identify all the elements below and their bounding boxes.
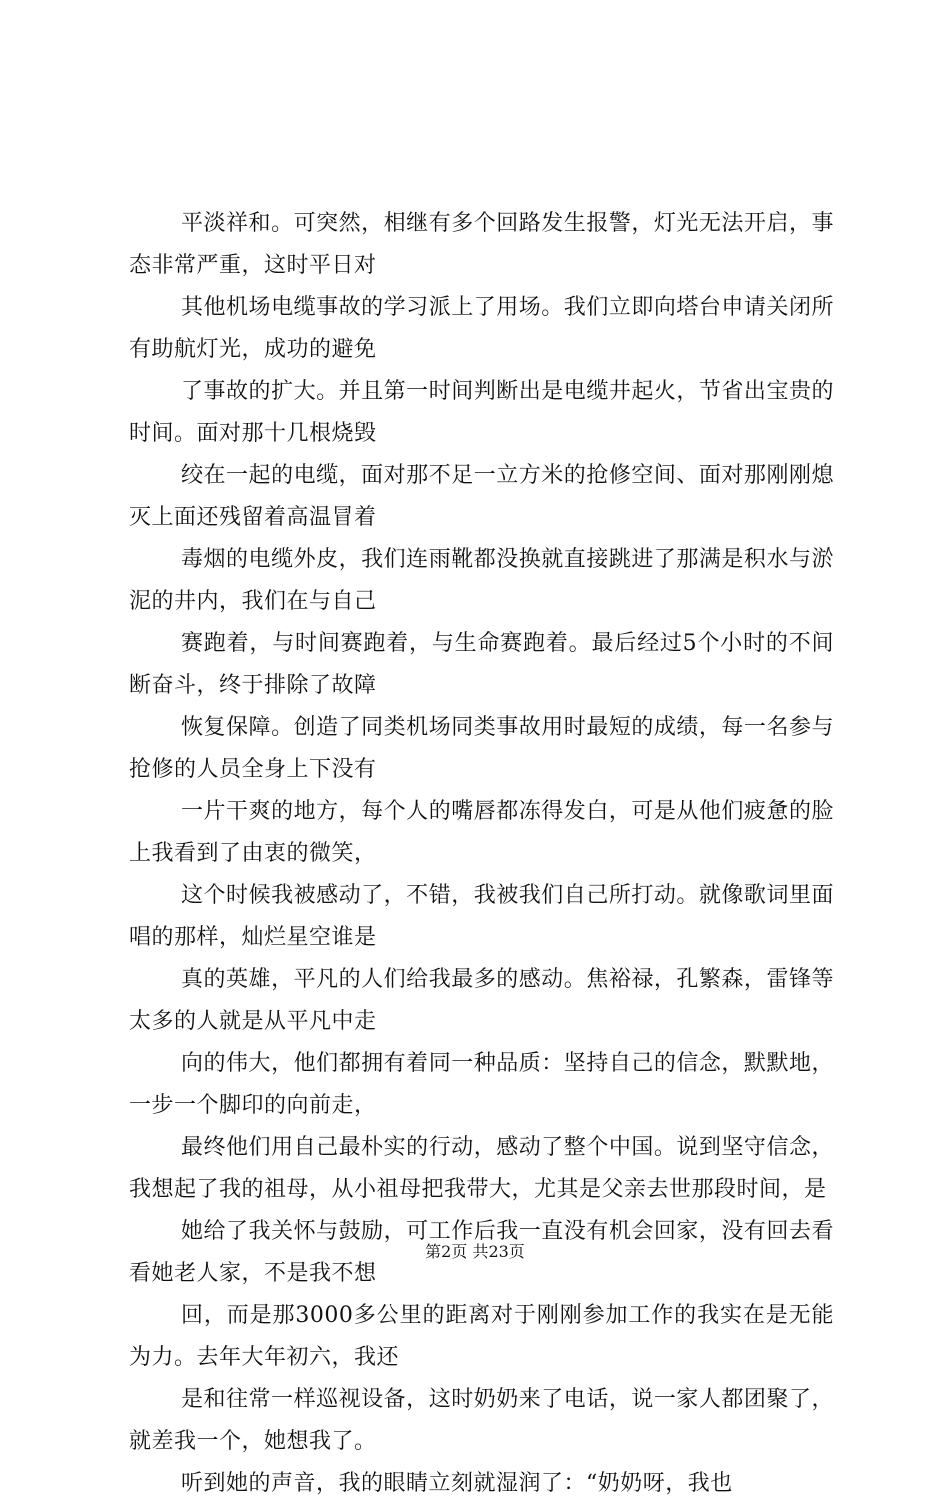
paragraph: 是和往常一样巡视设备，这时奶奶来了电话，说一家人都团聚了，就差我一个，她想我了。 (129, 1387, 834, 1454)
paragraph: 了事故的扩大。并且第一时间判断出是电缆井起火，节省出宝贵的时间。面对那十几根烧毁 (129, 379, 834, 446)
paragraph: 毒烟的电缆外皮，我们连雨靴都没换就直接跳进了那满是积水与淤泥的井内，我们在与自己 (129, 547, 834, 614)
paragraph: 真的英雄，平凡的人们给我最多的感动。焦裕禄，孔繁森，雷锋等太多的人就是从平凡中走 (129, 967, 834, 1034)
paragraph: 一片干爽的地方，每个人的嘴唇都冻得发白，可是从他们疲惫的脸上我看到了由衷的微笑， (129, 799, 834, 866)
paragraph: 其他机场电缆事故的学习派上了用场。我们立即向塔台申请关闭所有助航灯光，成功的避免 (129, 295, 834, 362)
body-text (129, 203, 834, 1505)
paragraph: 向的伟大，他们都拥有着同一种品质：坚持自己的信念，默默地，一步一个脚印的向前走， (129, 1051, 834, 1118)
paragraph: 恢复保障。创造了同类机场同类事故用时最短的成绩，每一名参与抢修的人员全身上下没有 (129, 715, 834, 782)
paragraph: 赛跑着，与时间赛跑着，与生命赛跑着。最后经过5个小时的不间断奋斗，终于排除了故障 (129, 631, 834, 698)
paragraph: 听到她的声音，我的眼睛立刻就湿润了：“奶奶呀，我也 (181, 1471, 733, 1496)
paragraph: 最终他们用自己最朴实的行动，感动了整个中国。说到坚守信念，我想起了我的祖母，从小祖母把我带大，尤其是父亲去世那段时间，是 (129, 1135, 834, 1202)
paragraph: 这个时候我被感动了，不错，我被我们自己所打动。就像歌词里面唱的那样，灿烂星空谁是 (129, 883, 834, 950)
page-footer: 第2页 共23页 (425, 1242, 525, 1261)
paragraph: 绞在一起的电缆，面对那不足一立方米的抢修空间、面对那刚刚熄灭上面还残留着高温冒着 (129, 463, 834, 530)
paragraph: 回，而是那3000多公里的距离对于刚刚参加工作的我实在是无能为力。去年大年初六，我还 (129, 1303, 834, 1370)
paragraph: 平淡祥和。可突然，相继有多个回路发生报警，灯光无法开启，事态非常严重，这时平日对 (129, 211, 834, 278)
paragraph: 她给了我关怀与鼓励，可工作后我一直没有机会回家，没有回去看看她老人家，不是我不想 (129, 1219, 834, 1286)
